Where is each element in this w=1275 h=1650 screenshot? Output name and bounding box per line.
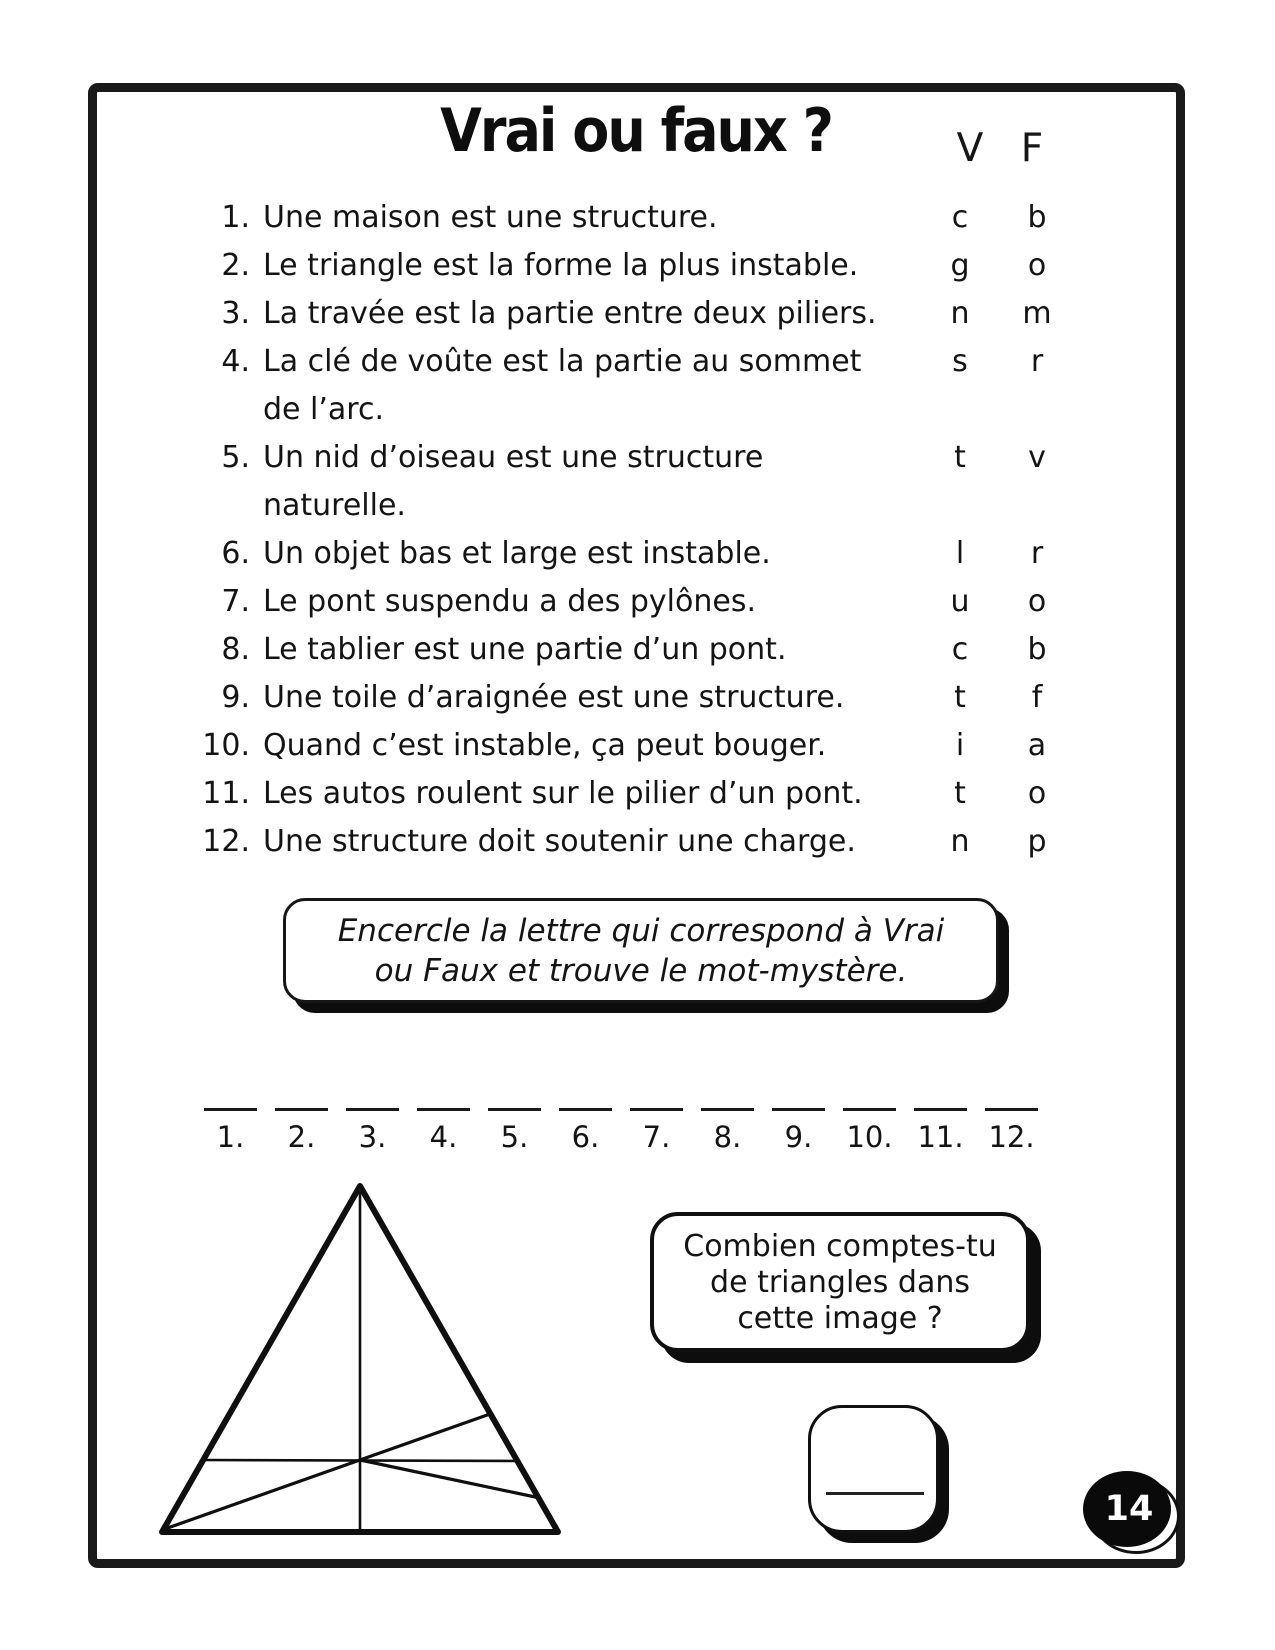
blank-line <box>417 1108 470 1111</box>
instruction-box <box>283 898 999 1003</box>
vrai-letter: u <box>950 584 970 619</box>
quiz-item <box>170 578 932 626</box>
quiz-item-number: 8. <box>221 632 250 667</box>
triangle-question-line-1: Combien comptes-tu <box>683 1229 997 1264</box>
quiz-item-number: 2. <box>221 248 250 283</box>
instruction-line-1: Encercle la lettre qui correspond à Vrai <box>337 913 945 949</box>
blank-number: 4. <box>429 1120 458 1154</box>
column-header-faux: F <box>1020 126 1044 171</box>
blank-number: 9. <box>784 1120 813 1154</box>
quiz-item-text: Quand c’est instable, ça peut bouger. <box>263 728 827 763</box>
blank-line <box>488 1108 541 1111</box>
mystery-word-blank <box>346 1108 399 1154</box>
faux-letter: b <box>1027 200 1047 235</box>
triangle-lower-right-line <box>360 1460 540 1498</box>
quiz-item-number: 1. <box>221 200 250 235</box>
faux-letter: r <box>1030 344 1044 379</box>
blank-number: 8. <box>713 1120 742 1154</box>
mystery-word-blank <box>204 1108 257 1154</box>
quiz-item <box>170 674 932 722</box>
vrai-letter: c <box>951 632 969 667</box>
triangle-answer-box <box>808 1405 939 1533</box>
quiz-item-text: Le triangle est la forme la plus instable. <box>263 248 859 283</box>
triangle-figure <box>140 1180 580 1548</box>
mystery-word-blank <box>630 1108 683 1154</box>
triangle-question-line-2: de triangles dans <box>710 1265 970 1300</box>
vrai-letter: t <box>954 776 966 811</box>
quiz-item <box>170 434 932 530</box>
mystery-word-blank <box>701 1108 754 1154</box>
mystery-word-blank <box>914 1108 967 1154</box>
blank-line <box>985 1108 1038 1111</box>
quiz-item-number: 7. <box>221 584 250 619</box>
vrai-letter: t <box>954 680 966 715</box>
faux-letter: o <box>1027 584 1047 619</box>
faux-letter: v <box>1028 440 1046 475</box>
quiz-item <box>170 338 932 434</box>
quiz-item <box>170 818 932 866</box>
blank-number: 12. <box>988 1120 1035 1154</box>
blank-line <box>772 1108 825 1111</box>
blank-line <box>559 1108 612 1111</box>
quiz-item-text: Une maison est une structure. <box>263 200 718 235</box>
answer-blanks <box>204 1108 1038 1154</box>
mystery-word-blank <box>985 1108 1038 1154</box>
mystery-word-blank <box>559 1108 612 1154</box>
quiz-item-text: Une structure doit soutenir une charge. <box>263 824 856 859</box>
quiz-item <box>170 770 932 818</box>
faux-letter: b <box>1027 632 1047 667</box>
quiz-item <box>170 530 932 578</box>
mystery-word-blank <box>275 1108 328 1154</box>
blank-number: 10. <box>846 1120 893 1154</box>
blank-line <box>843 1108 896 1111</box>
quiz-item-number: 10. <box>202 728 250 763</box>
quiz-item-text: Les autos roulent sur le pilier d’un pont. <box>263 776 863 811</box>
quiz-item-text: Le pont suspendu a des pylônes. <box>263 584 756 619</box>
quiz-item-text: La clé de voûte est la partie au sommet de l’arc. <box>263 344 862 427</box>
vrai-letter: t <box>954 440 966 475</box>
blank-line <box>701 1108 754 1111</box>
quiz-item-text: La travée est la partie entre deux piliers. <box>263 296 877 331</box>
quiz-item-number: 4. <box>221 344 250 379</box>
vrai-letter: s <box>952 344 968 379</box>
quiz-item <box>170 722 932 770</box>
answer-write-line <box>826 1492 924 1495</box>
faux-letter: o <box>1027 776 1047 811</box>
quiz-item-number: 9. <box>221 680 250 715</box>
quiz-item <box>170 290 932 338</box>
blank-line <box>630 1108 683 1111</box>
page-number: 14 <box>1083 1471 1171 1547</box>
faux-letter: o <box>1027 248 1047 283</box>
column-header-vrai: V <box>956 126 984 171</box>
triangle-question-line-3: cette image ? <box>737 1301 943 1336</box>
quiz-item-text: Le tablier est une partie d’un pont. <box>263 632 787 667</box>
page-title: Vrai ou faux ? <box>440 96 832 166</box>
instruction-line-2: ou Faux et trouve le mot-mystère. <box>374 953 908 989</box>
vrai-letter: n <box>950 296 970 331</box>
mystery-word-blank <box>843 1108 896 1154</box>
quiz-list <box>170 194 1075 884</box>
quiz-item-number: 6. <box>221 536 250 571</box>
vrai-letter: l <box>955 536 965 571</box>
vrai-letter: i <box>955 728 965 763</box>
quiz-item-text: Un nid d’oiseau est une structure naturelle. <box>263 440 764 523</box>
blank-number: 3. <box>358 1120 387 1154</box>
quiz-item-number: 11. <box>202 776 250 811</box>
faux-letter: f <box>1031 680 1043 715</box>
mystery-word-blank <box>488 1108 541 1154</box>
blank-number: 2. <box>287 1120 316 1154</box>
blank-number: 11. <box>917 1120 964 1154</box>
quiz-item-text: Une toile d’araignée est une structure. <box>263 680 845 715</box>
mystery-word-blank <box>417 1108 470 1154</box>
faux-letter: a <box>1027 728 1047 763</box>
triangle-diagonal-line <box>162 1414 490 1530</box>
blank-number: 7. <box>642 1120 671 1154</box>
quiz-item <box>170 194 932 242</box>
quiz-item-text: Un objet bas et large est instable. <box>263 536 771 571</box>
quiz-item-number: 3. <box>221 296 250 331</box>
blank-number: 5. <box>500 1120 529 1154</box>
triangle-question-box <box>650 1212 1030 1352</box>
blank-line <box>204 1108 257 1111</box>
quiz-item <box>170 626 932 674</box>
faux-letter: m <box>1022 296 1052 331</box>
blank-line <box>914 1108 967 1111</box>
vrai-letter: n <box>950 824 970 859</box>
vrai-letter: g <box>950 248 970 283</box>
blank-line <box>275 1108 328 1111</box>
blank-number: 6. <box>571 1120 600 1154</box>
blank-number: 1. <box>216 1120 245 1154</box>
faux-letter: p <box>1027 824 1047 859</box>
blank-line <box>346 1108 399 1111</box>
quiz-item-number: 12. <box>202 824 250 859</box>
faux-letter: r <box>1030 536 1044 571</box>
page-number-badge <box>1083 1471 1171 1547</box>
mystery-word-blank <box>772 1108 825 1154</box>
quiz-item <box>170 242 932 290</box>
vrai-letter: c <box>951 200 969 235</box>
quiz-item-number: 5. <box>221 440 250 475</box>
